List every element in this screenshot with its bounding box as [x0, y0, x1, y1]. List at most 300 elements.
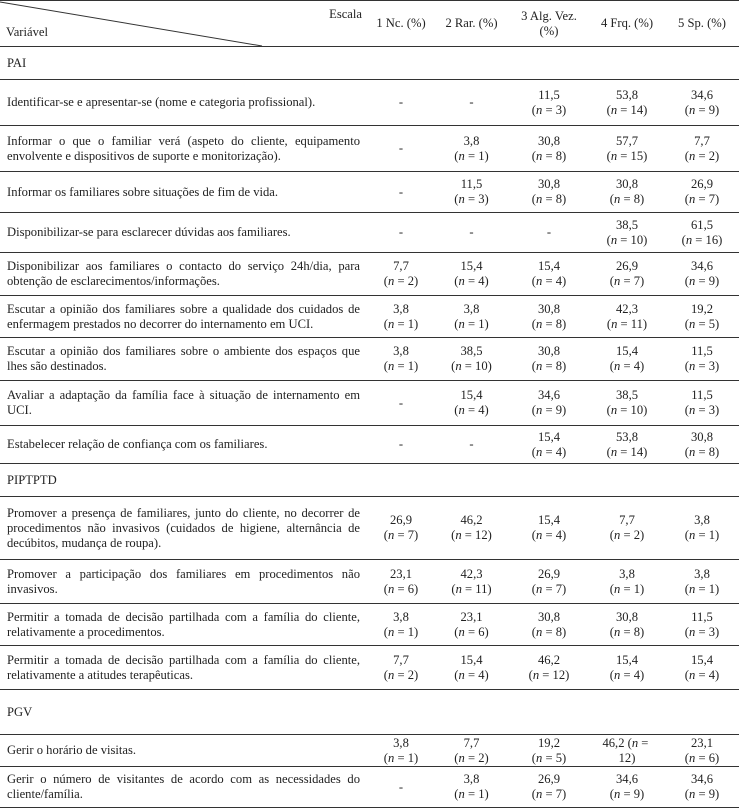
- n-label: n: [458, 274, 465, 288]
- percent-value: 11,5: [460, 177, 483, 191]
- n-label: n: [614, 787, 621, 801]
- value-cell: 26,9 (n = 7): [609, 259, 645, 288]
- table-row: [0, 604, 739, 646]
- n-label: n: [388, 528, 395, 542]
- n-label: n: [610, 403, 618, 417]
- table-row: [0, 338, 739, 381]
- n-label: n: [388, 667, 395, 682]
- header-row: [0, 1, 739, 47]
- n-value: 4: [478, 274, 485, 288]
- value-cell: 15,4 (n = 4): [454, 388, 489, 417]
- n-value: 10: [475, 359, 488, 373]
- item-label: Escutar a opinião dos familiares sobre o ambiente dos espaços que lhes são destinados.: [7, 344, 360, 373]
- n-label: n: [536, 359, 543, 373]
- percent-value: 7,7: [619, 513, 635, 527]
- percent-value: 42,3: [460, 566, 483, 581]
- value-cell: 3,8 (n = 1): [684, 566, 720, 596]
- table-row: [0, 497, 739, 560]
- value-cell: [368, 126, 434, 172]
- n-value: 5: [555, 750, 562, 765]
- value-cell: [368, 172, 434, 213]
- n-label: n: [458, 403, 465, 417]
- n-value: 10: [630, 232, 644, 247]
- n-value: 12: [618, 750, 632, 765]
- n-label: n: [388, 359, 395, 373]
- n-value: 3: [708, 624, 715, 639]
- n-value: 1: [407, 750, 414, 765]
- section-row: [0, 464, 739, 497]
- value-cell: 30,8 (n = 8): [531, 177, 567, 206]
- value-cell: 34,6 (n = 9): [684, 87, 720, 117]
- value-cell: 3,8 (n = 1): [383, 609, 419, 639]
- percent-value: 34,6: [690, 259, 714, 273]
- percent-value: 3,8: [393, 344, 409, 358]
- n-value: 8: [555, 192, 562, 206]
- n-value: 6: [407, 581, 414, 596]
- value-cell: 7,7 (n = 2): [454, 735, 489, 765]
- n-value: 8: [555, 359, 562, 373]
- percent-value: -: [398, 184, 404, 199]
- percent-value: 30,8: [615, 177, 639, 191]
- n-value: 1: [633, 581, 640, 596]
- percent-value: -: [398, 395, 404, 410]
- value-cell: [368, 213, 434, 253]
- n-value: 6: [708, 750, 715, 765]
- value-cell: 15,4 (n = 4): [454, 652, 489, 682]
- n-value: 4: [633, 667, 640, 682]
- value-cell: 26,9 (n = 7): [684, 177, 720, 206]
- n-value: 6: [478, 624, 485, 639]
- percent-value: 3,8: [393, 609, 409, 624]
- n-label: n: [610, 232, 618, 247]
- item-label: Permitir a tomada de decisão partilhada com a família do cliente, relativamente a atitudes terapêuticas.: [7, 652, 360, 682]
- n-label: n: [458, 148, 465, 163]
- percent-value: 15,4: [690, 652, 714, 667]
- n-label: n: [689, 102, 696, 117]
- n-value: 4: [555, 274, 562, 288]
- item-label: Gerir o número de visitantes de acordo com as necessidades do cliente/família.: [7, 772, 360, 801]
- n-label: n: [458, 192, 465, 206]
- value-cell: 3,8 (n = 1): [609, 566, 645, 596]
- value-cell: 57,7 (n = 15): [606, 133, 648, 163]
- column-header-sometimes: 3 Alg. Vez. (%): [521, 8, 577, 38]
- percent-value: 3,8: [393, 735, 409, 750]
- value-cell: 15,4 (n = 4): [531, 259, 567, 288]
- value-cell: 7,7 (n = 2): [383, 652, 419, 682]
- percent-value: 53,8: [615, 429, 639, 444]
- n-label: n: [614, 581, 621, 596]
- value-cell: 30,8 (n = 8): [531, 133, 567, 163]
- section-label: PGV: [7, 704, 33, 719]
- percent-value: 30,8: [537, 344, 561, 358]
- section-row: [0, 47, 739, 80]
- value-cell: [434, 426, 509, 464]
- n-value: 7: [633, 274, 640, 288]
- percent-value: -: [469, 225, 474, 239]
- percent-value: 57,7: [615, 133, 639, 148]
- value-cell: [368, 80, 434, 126]
- percent-value: 23,1: [460, 609, 483, 624]
- percent-value: 46,2: [537, 652, 561, 667]
- percent-value: -: [398, 779, 404, 794]
- value-cell: 7,7 (n = 2): [609, 513, 645, 542]
- percent-value: 7,7: [694, 133, 710, 148]
- percent-value: 34,6: [537, 388, 561, 402]
- percent-value: -: [398, 437, 404, 451]
- table-row: [0, 767, 739, 808]
- n-value: 2: [633, 528, 640, 542]
- value-cell: 15,4 (n = 4): [454, 259, 489, 288]
- n-label: n: [536, 787, 543, 801]
- percent-value: 26,9: [537, 772, 561, 786]
- value-cell: 3,8 (n = 1): [454, 301, 489, 331]
- percent-value: 38,5: [615, 217, 639, 232]
- item-label: Promover a presença de familiares, junto do cliente, no decorrer de procedimentos não invasivos (cuidados de higiene, alternância de decúbitos, mudança de roupa).: [7, 505, 360, 550]
- n-value: 7: [555, 787, 562, 801]
- item-label: Avaliar a adaptação da família face à situação de internamento em UCI.: [7, 388, 360, 417]
- value-cell: 34,6 (n = 9): [531, 388, 567, 417]
- value-cell: 11,5 (n = 3): [684, 344, 720, 373]
- n-value: 4: [633, 359, 640, 373]
- n-value: 1: [407, 359, 414, 373]
- variable-scale-header: [0, 1, 368, 47]
- item-label: Promover a participação dos familiares em procedimentos não invasivos.: [7, 566, 360, 596]
- value-cell: 3,8 (n = 1): [454, 772, 489, 801]
- section-label: PIPTPTD: [7, 472, 57, 487]
- percent-value: 61,5: [690, 217, 714, 232]
- percent-value: 30,8: [537, 609, 561, 624]
- percent-value: 38,5: [460, 344, 483, 358]
- value-cell: 34,6 (n = 9): [684, 772, 720, 801]
- percent-value: 11,5: [538, 87, 560, 102]
- percent-value: 38,5: [615, 388, 639, 402]
- n-value: 8: [708, 444, 715, 459]
- n-label: n: [455, 359, 462, 373]
- n-label: n: [536, 102, 543, 117]
- n-value: 5: [708, 316, 715, 331]
- table-row: [0, 735, 739, 767]
- n-value: 1: [708, 528, 715, 542]
- value-cell: 30,8 (n = 8): [531, 344, 567, 373]
- value-cell: 30,8 (n = 8): [684, 429, 720, 459]
- percent-value: 34,6: [690, 772, 714, 786]
- table-row: [0, 126, 739, 172]
- n-label: n: [458, 787, 465, 801]
- percent-value: 46,2: [460, 513, 483, 527]
- n-value: 9: [708, 274, 715, 288]
- value-cell: 3,8 (n = 1): [383, 301, 419, 331]
- n-label: n: [536, 192, 543, 206]
- percent-value: 23,1: [690, 735, 714, 750]
- value-cell: 3,8 (n = 1): [454, 133, 489, 163]
- value-cell: 34,6 (n = 9): [609, 772, 645, 801]
- percent-value: 26,9: [615, 259, 639, 273]
- n-label: n: [458, 316, 465, 331]
- scale-header-label: Escala: [329, 7, 362, 21]
- table-row: [0, 253, 739, 296]
- n-label: n: [536, 624, 543, 639]
- percent-value: 34,6: [615, 772, 639, 786]
- n-value: 16: [705, 232, 719, 247]
- n-value: 1: [407, 316, 414, 331]
- n-value: 1: [407, 624, 414, 639]
- item-label: Disponibilizar-se para esclarecer dúvidas aos familiares.: [7, 225, 291, 239]
- percent-value: 11,5: [691, 609, 713, 624]
- n-label: n: [536, 528, 543, 542]
- percent-value: 15,4: [460, 259, 483, 273]
- n-label: n: [614, 667, 621, 682]
- value-cell: 26,9 (n = 7): [531, 566, 567, 596]
- value-cell: 11,5 (n = 3): [454, 177, 489, 206]
- n-value: 11: [630, 316, 643, 331]
- n-value: 1: [708, 581, 715, 596]
- n-label: n: [536, 403, 543, 417]
- n-value: 1: [478, 316, 485, 331]
- value-cell: 7,7 (n = 2): [383, 259, 419, 288]
- value-cell: [368, 381, 434, 426]
- percent-value: 3,8: [463, 133, 480, 148]
- percent-value: 7,7: [393, 259, 409, 273]
- n-label: n: [689, 359, 696, 373]
- n-value: 8: [633, 624, 640, 639]
- value-cell: 15,4 (n = 4): [531, 429, 567, 459]
- percent-value: 19,2: [690, 301, 714, 316]
- percent-value: 11,5: [691, 344, 713, 358]
- percent-value: -: [398, 141, 404, 155]
- percent-value: -: [469, 437, 474, 451]
- n-label: n: [689, 403, 696, 417]
- value-cell: 23,1 (n = 6): [454, 609, 489, 639]
- percent-value: -: [398, 95, 404, 109]
- value-cell: 38,5 (n = 10): [606, 217, 648, 247]
- column-header-rarely: 2 Rar. (%): [445, 16, 498, 30]
- percent-value: 30,8: [690, 429, 714, 444]
- percent-value: 30,8: [537, 177, 561, 191]
- n-value: 3: [555, 102, 562, 117]
- n-value: 2: [407, 274, 414, 288]
- percent-value: 23,1: [389, 566, 413, 581]
- value-cell: 11,5 (n = 3): [531, 87, 567, 117]
- n-label: n: [458, 750, 465, 765]
- column-header-never: 1 Nc. (%): [376, 16, 426, 30]
- value-cell: 42,3 (n = 11): [606, 301, 648, 331]
- percent-value: 30,8: [537, 133, 561, 148]
- percent-value: 53,8: [615, 87, 639, 102]
- item-label: Permitir a tomada de decisão partilhada com a família do cliente, relativamente a procedimentos.: [7, 609, 360, 639]
- n-label: n: [455, 581, 462, 596]
- n-value: 3: [708, 403, 715, 417]
- value-cell: 23,1 (n = 6): [383, 566, 419, 596]
- n-value: 3: [478, 192, 485, 206]
- table-row: [0, 646, 739, 690]
- n-value: 4: [708, 667, 715, 682]
- value-cell: 11,5 (n = 3): [684, 388, 720, 417]
- item-label: Disponibilizar aos familiares o contacto do serviço 24h/dia, para obtenção de esclarecimentos/informações.: [7, 259, 360, 288]
- value-cell: 53,8 (n = 14): [606, 429, 648, 459]
- n-value: 9: [633, 787, 640, 801]
- percent-value: 42,3: [615, 301, 639, 316]
- value-cell: 46,2 (n = 12): [451, 513, 492, 542]
- n-label: n: [689, 274, 696, 288]
- percent-value: -: [546, 225, 552, 239]
- value-cell: 30,8 (n = 8): [609, 609, 645, 639]
- n-label: n: [689, 148, 696, 163]
- n-value: 8: [633, 192, 640, 206]
- n-value: 2: [478, 750, 485, 765]
- n-label: n: [458, 624, 465, 639]
- n-value: 10: [630, 403, 644, 417]
- n-label: n: [611, 316, 618, 331]
- percent-value: 46,2: [602, 735, 625, 750]
- n-label: n: [536, 274, 543, 288]
- value-cell: 3,8 (n = 1): [383, 344, 419, 373]
- table-row: [0, 80, 739, 126]
- value-cell: [368, 767, 434, 808]
- n-label: n: [536, 750, 543, 765]
- n-label: n: [689, 624, 696, 639]
- value-cell: 7,7 (n = 2): [684, 133, 720, 163]
- value-cell: 3,8 (n = 1): [383, 735, 419, 765]
- n-label: n: [689, 581, 696, 596]
- n-label: n: [532, 667, 540, 682]
- value-cell: [509, 213, 589, 253]
- n-value: 12: [475, 528, 488, 542]
- n-value: 14: [630, 102, 644, 117]
- n-value: 8: [555, 148, 562, 163]
- value-cell: 15,4 (n = 4): [531, 513, 567, 542]
- value-cell: 34,6 (n = 9): [684, 259, 720, 288]
- item-label: Informar o que o familiar verá (aspeto do cliente, equipamento envolvente e dispositivos de suporte e monitorização).: [7, 133, 360, 163]
- n-label: n: [689, 750, 696, 765]
- percent-value: 3,8: [619, 566, 635, 581]
- n-label: n: [610, 148, 618, 163]
- n-label: n: [689, 192, 696, 206]
- n-value: 7: [407, 528, 414, 542]
- value-cell: 38,5 (n = 10): [606, 388, 648, 417]
- percent-value: 30,8: [537, 301, 561, 316]
- n-label: n: [631, 735, 639, 750]
- value-cell: 19,2 (n = 5): [684, 301, 720, 331]
- n-value: 7: [708, 192, 715, 206]
- value-cell: 15,4 (n = 4): [684, 652, 720, 682]
- n-label: n: [536, 316, 543, 331]
- percent-value: 26,9: [690, 177, 714, 191]
- n-value: 4: [555, 528, 562, 542]
- value-cell: 42,3 (n = 11): [451, 566, 492, 596]
- n-label: n: [536, 581, 543, 596]
- n-value: 8: [555, 316, 562, 331]
- percent-value: 26,9: [389, 513, 413, 527]
- value-cell: 11,5 (n = 3): [684, 609, 720, 639]
- n-label: n: [689, 667, 696, 682]
- percent-value: 30,8: [615, 609, 639, 624]
- n-value: 8: [555, 624, 562, 639]
- n-label: n: [458, 667, 465, 682]
- percent-value: 7,7: [463, 735, 480, 750]
- percent-value: 7,7: [393, 652, 409, 667]
- item-label: Informar os familiares sobre situações de fim de vida.: [7, 184, 279, 199]
- percent-value: -: [398, 225, 404, 239]
- n-label: n: [388, 624, 395, 639]
- n-value: 4: [478, 403, 485, 417]
- n-label: n: [388, 581, 395, 596]
- table-row: [0, 560, 739, 604]
- table-row: [0, 426, 739, 464]
- percent-value: 3,8: [463, 301, 480, 316]
- value-cell: 53,8 (n = 14): [606, 87, 648, 117]
- percent-value: 3,8: [694, 513, 710, 527]
- table-row: [0, 172, 739, 213]
- value-cell: 15,4 (n = 4): [609, 652, 645, 682]
- percent-value: 26,9: [537, 566, 561, 581]
- percent-value: 15,4: [615, 652, 639, 667]
- n-value: 3: [708, 359, 715, 373]
- n-value: 15: [630, 148, 644, 163]
- value-cell: 23,1 (n = 6): [684, 735, 720, 765]
- percent-value: 3,8: [694, 566, 710, 581]
- n-value: 1: [478, 787, 485, 801]
- n-label: n: [610, 102, 618, 117]
- n-label: n: [685, 232, 693, 247]
- value-cell: [434, 80, 509, 126]
- value-cell: 38,5 (n = 10): [451, 344, 492, 373]
- n-value: 1: [478, 148, 485, 163]
- n-label: n: [689, 444, 696, 459]
- n-label: n: [388, 274, 395, 288]
- value-cell: 30,8 (n = 8): [609, 177, 645, 206]
- n-value: 12: [552, 667, 566, 682]
- value-cell: 26,9 (n = 7): [531, 772, 567, 801]
- percent-value: 3,8: [463, 772, 480, 786]
- item-label: Gerir o horário de visitas.: [7, 743, 137, 757]
- item-label: Estabelecer relação de confiança com os familiares.: [7, 437, 268, 451]
- percent-value: -: [469, 95, 474, 109]
- value-cell: [368, 426, 434, 464]
- percent-value: 15,4: [615, 344, 639, 358]
- table-row: [0, 381, 739, 426]
- value-cell: 19,2 (n = 5): [531, 735, 567, 765]
- value-cell: 30,8 (n = 8): [531, 609, 567, 639]
- value-cell: 46,2 (n = 12): [602, 735, 652, 765]
- n-label: n: [614, 359, 621, 373]
- percent-value: 34,6: [690, 87, 714, 102]
- n-label: n: [614, 624, 621, 639]
- percent-value: 3,8: [393, 301, 409, 316]
- variable-header-label: Variável: [6, 25, 48, 39]
- n-value: 9: [708, 102, 715, 117]
- n-value: 11: [475, 581, 488, 596]
- n-label: n: [455, 528, 462, 542]
- n-label: n: [388, 750, 395, 765]
- percent-value: 15,4: [537, 429, 561, 444]
- value-cell: [434, 213, 509, 253]
- section-label: PAI: [7, 55, 27, 70]
- value-cell: 30,8 (n = 8): [531, 301, 567, 331]
- n-label: n: [610, 444, 618, 459]
- value-cell: 3,8 (n = 1): [684, 513, 720, 542]
- value-cell: 61,5 (n = 16): [681, 217, 723, 247]
- section-row: [0, 690, 739, 735]
- n-label: n: [614, 274, 621, 288]
- value-cell: 46,2 (n = 12): [528, 652, 570, 682]
- n-value: 7: [555, 581, 562, 596]
- n-value: 9: [555, 403, 562, 417]
- n-label: n: [614, 528, 621, 542]
- diagonal-divider: [0, 1, 368, 47]
- column-header-always: 5 Sp. (%): [678, 16, 726, 30]
- n-value: 4: [478, 667, 485, 682]
- n-value: 14: [630, 444, 644, 459]
